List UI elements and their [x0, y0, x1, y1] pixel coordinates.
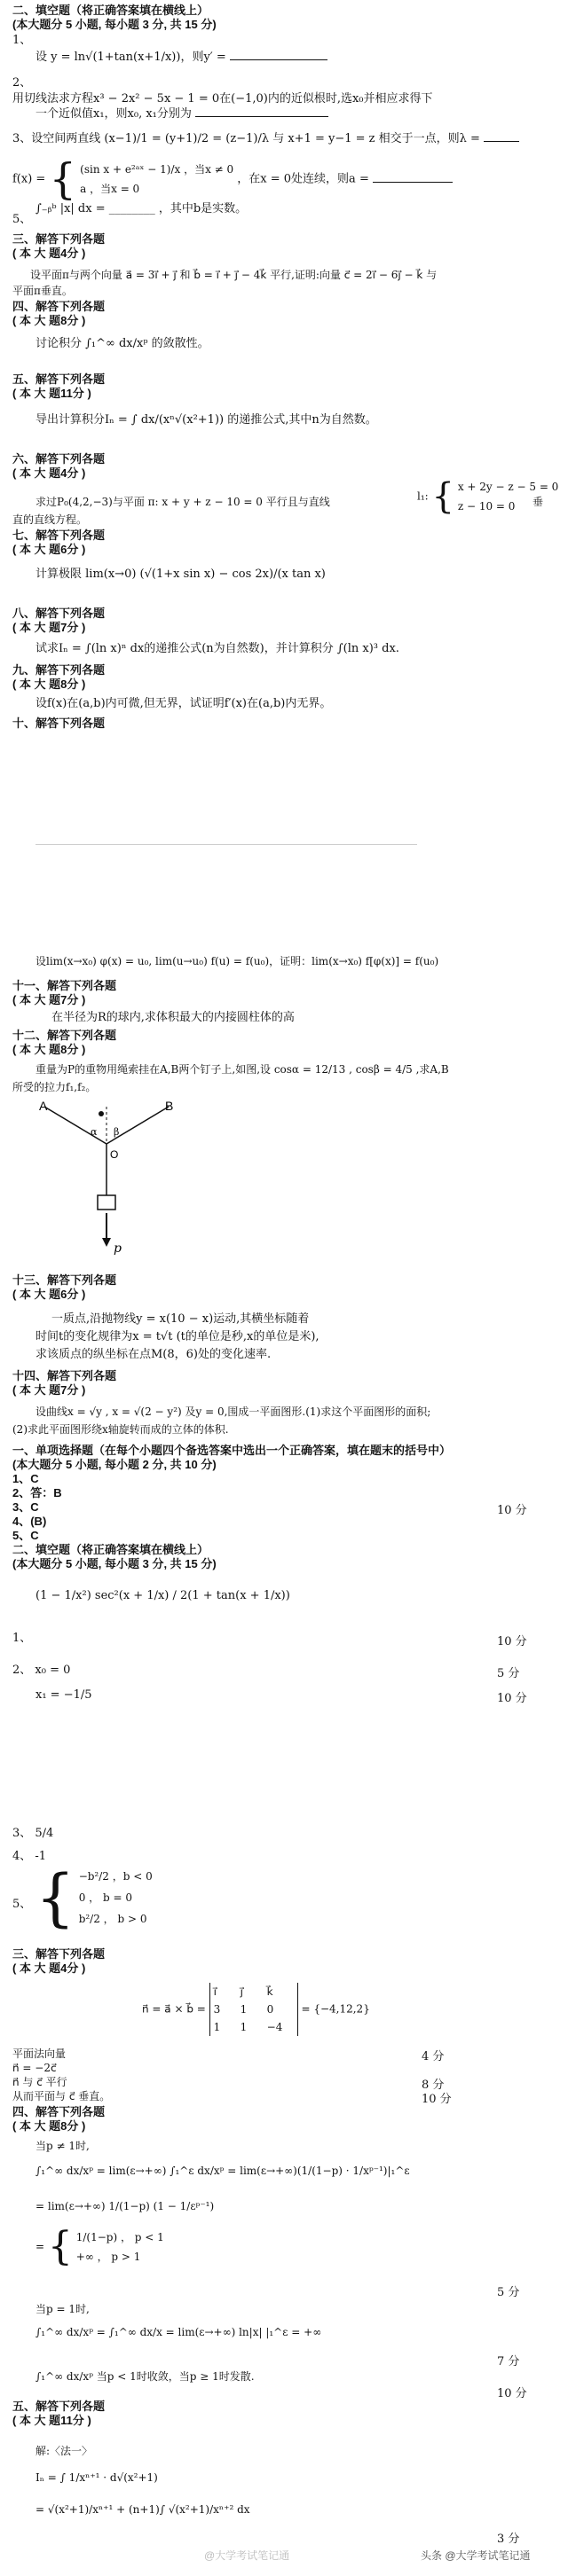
section-2-subheading: (本大题分 5 小题, 每小题 3 分, 共 15 分) [12, 18, 217, 31]
line-label: l₁: [417, 489, 429, 503]
q2-3-formula: 3、设空间两直线 (x−1)/1 = (y+1)/2 = (z−1)/λ 与 x+1 = y−1 = z 相交于一点，则λ = [12, 132, 480, 145]
section-12-heading: 十二、解答下列各题 [12, 1029, 117, 1042]
answer-5-l1: 解:〈法一〉 [36, 2445, 93, 2457]
q2-3-blank [484, 131, 519, 142]
answer-2-5-cases [79, 1866, 153, 1930]
rope-b [106, 1107, 169, 1144]
answer-1-score: 10 分 [497, 1504, 527, 1517]
mat-k: k⃗ [266, 1985, 273, 1998]
section-6-text: 求过P₀(4,2,−3)与平面 π: x + y + z − 10 = 0 平行且与直线 [36, 496, 330, 508]
answer-4-e2: = lim(ε→+∞) 1/(1−p) (1 − 1/εᵖ⁻¹) [36, 2200, 215, 2212]
answer-2-5-case-1: −b²/2 ，b < 0 [78, 1870, 153, 1883]
answer-3-l4: 从而平面与 c⃗ 垂直。 [12, 2090, 111, 2102]
answer-4-score-5: 5 分 [497, 2286, 520, 2299]
section-7-subheading: ( 本 大 题6分 ) [12, 543, 86, 556]
label-p: p [114, 1241, 122, 1256]
section-3-subheading: ( 本 大 题4分 ) [12, 247, 86, 260]
label-beta: β [114, 1126, 120, 1138]
answer-3-l2: n⃗ = −2c⃗ [12, 2062, 57, 2074]
answers-2-subheading: (本大题分 5 小题, 每小题 3 分, 共 15 分) [12, 1557, 217, 1570]
mat-b3: −4 [266, 2021, 283, 2033]
q2-4-fx: f(x) = [12, 172, 46, 186]
mat-a2: 1 [240, 2003, 248, 2016]
answers-1-heading: 一、单项选择题（在每个小题四个备选答案中选出一个正确答案，填在题末的括号中） [12, 1444, 452, 1457]
line-eq-2: z − 10 = 0 [457, 500, 516, 513]
q2-4-post: ，在x = 0处连续，则a = [237, 172, 369, 186]
answer-3-score-10: 10 分 [422, 2093, 452, 2106]
q2-1-formula: 设 y = ln√(1+tan(x+1/x))，则y′ = [36, 51, 226, 64]
q2-2-text-line2 [36, 106, 328, 121]
label-o: O [110, 1148, 119, 1161]
answer-2-1-expr: (1 − 1/x²) sec²(x + 1/x) / 2(1 + tan(x + 1/x)) [36, 1589, 290, 1602]
answer-2-2-score-10: 10 分 [497, 1692, 527, 1705]
q2-1-number: 1、 [12, 34, 32, 47]
answers-5-subheading: ( 本 大 题11分 ) [12, 2414, 91, 2427]
section-13-heading: 十三、解答下列各题 [12, 1273, 117, 1287]
q2-2-text-2: 一个近似值x₁，则x₀, x₁分别为 [36, 107, 192, 121]
section-2-heading: 二、填空题（将正确答案填在横线上） [12, 4, 209, 17]
answer-2-3: 3、 5/4 [12, 1827, 54, 1840]
answers-4-subheading: ( 本 大 题8分 ) [12, 2119, 86, 2133]
q2-5-text: ∫₋ᵦᵇ |x| dx = ________ ，其中b是实数。 [36, 202, 248, 215]
rope-a [44, 1107, 106, 1144]
label-b: B [165, 1099, 174, 1113]
answer-2-2-score-5: 5 分 [497, 1667, 520, 1680]
section-6-text-2: 直的直线方程。 [12, 513, 88, 526]
mat-a1: 3 [213, 2003, 221, 2016]
section-3-text-2: 平面π垂直。 [12, 285, 73, 297]
answer-3-score-8: 8 分 [422, 2079, 445, 2092]
answers-3-subheading: ( 本 大 题4分 ) [12, 1961, 86, 1975]
answer-2-5-case-2: 0 ， b = 0 [78, 1891, 132, 1904]
answers-5-heading: 五、解答下列各题 [12, 2400, 106, 2413]
section-11-text: 在半径为R的球内,求体积最大的内接圆柱体的高 [51, 1011, 295, 1024]
answer-4-case-list [76, 2228, 164, 2267]
answer-2-5-number: 5、 [12, 1898, 32, 1911]
answer-5-l3: = √(x²+1)/xⁿ⁺¹ + (n+1)∫ √(x²+1)/xⁿ⁺² dx [36, 2503, 250, 2516]
source-brand: 头条 @大学考试笔记通 [421, 2549, 531, 2562]
answer-3-cross [142, 1983, 370, 2036]
q2-5-number: 5、 [12, 213, 32, 226]
answer-2-1-number: 1、 [12, 1632, 32, 1645]
arrow-head [102, 1238, 111, 1247]
q2-1-text [36, 50, 327, 65]
answer-1-3: 3、C [12, 1500, 39, 1514]
section-13-text-2: 时间t的变化规律为x = t√t (t的单位是秒,x的单位是米), [36, 1330, 320, 1343]
answer-4-p1: 当p ≠ 1时, [36, 2140, 90, 2152]
mat-b1: 1 [213, 2021, 221, 2033]
section-13-text-3: 求该质点的纵坐标在点M(8，6)处的变化速率. [36, 1348, 272, 1361]
section-9-subheading: ( 本 大 题8分 ) [12, 677, 86, 691]
section-5-heading: 五、解答下列各题 [12, 372, 106, 386]
section-10-text: 设lim(x→x₀) φ(x) = u₀, lim(u→u₀) f(u) = f(u₀)，证明：lim(x→x₀) f[φ(x)] = f(u₀) [36, 955, 439, 967]
nail-dot [99, 1111, 104, 1116]
answer-1-5: 5、C [12, 1529, 39, 1542]
section-6-perp: 垂 [532, 496, 544, 508]
q2-2-blank [195, 106, 328, 117]
watermark: @大学考试笔记通 [204, 2549, 290, 2562]
section-11-subheading: ( 本 大 题7分 ) [12, 993, 86, 1006]
section-4-heading: 四、解答下列各题 [12, 300, 106, 313]
page-separator [36, 844, 417, 845]
section-12-text: 重量为P的重物用绳索挂在A,B两个钉子上,如图,设 cosα = 12/13 , cosβ = 4/5 ,求A,B [36, 1063, 449, 1076]
q2-4-case-1: (sin x + e²ᵃˣ − 1)/x ，当x ≠ 0 [80, 163, 234, 176]
section-9-text: 设f(x)在(a,b)内可微,但无界，试证明f′(x)在(a,b)内无界。 [36, 697, 332, 710]
answers-2-heading: 二、填空题（将正确答案填在横线上） [12, 1543, 209, 1556]
answer-4-case-1: 1/(1−p) ， p < 1 [75, 2231, 164, 2243]
line-brace: { [431, 476, 454, 517]
section-14-text: 设曲线x = √y , x = √(2 − y²) 及y = 0,围成一平面图形.(1)求这个平面图形的面积; [36, 1405, 431, 1418]
mat-a3: 0 [266, 2003, 274, 2016]
section-10-heading: 十、解答下列各题 [12, 716, 106, 730]
answer-4-case-2: +∞ ， p > 1 [75, 2251, 141, 2263]
answer-3-l1: 平面法向量 [12, 2047, 67, 2060]
answer-4-e4: ∫₁^∞ dx/xᵖ 当p < 1时收敛，当p ≥ 1时发散. [36, 2370, 255, 2383]
q2-2-number: 2、 [12, 76, 32, 90]
cross-product-result: = {−4,12,2} [301, 2002, 370, 2016]
line-equations [458, 477, 559, 516]
answer-3-l3: n⃗ 与 c⃗ 平行 [12, 2076, 67, 2088]
section-5-text: 导出计算积分Iₙ = ∫ dx/(xⁿ√(x²+1)) 的递推公式,其中n为自然数。 [36, 413, 377, 427]
q2-1-blank [230, 50, 327, 60]
q2-4-blank [373, 172, 453, 183]
section-5-subheading: ( 本 大 题11分 ) [12, 387, 91, 400]
section-7-text: 计算极限 lim(x→0) (√(1+x sin x) − cos 2x)/(x tan x) [36, 568, 326, 581]
answer-2-2-b: x₁ = −1/5 [36, 1688, 92, 1702]
section-8-subheading: ( 本 大 题7分 ) [12, 621, 86, 634]
weight-box [98, 1195, 115, 1210]
mat-j: j⃗ [240, 1985, 243, 1998]
mat-i: i⃗ [213, 1985, 217, 1998]
section-12-text-2: 所受的拉力f₁,f₂。 [12, 1081, 97, 1093]
section-4-text: 讨论积分 ∫₁^∞ dx/xᵖ 的敛散性。 [36, 337, 209, 350]
answer-2-5 [36, 1861, 153, 1934]
section-14-heading: 十四、解答下列各题 [12, 1369, 117, 1382]
cross-product-label: n⃗ = a⃗ × b⃗ = [142, 2002, 206, 2016]
section-12-subheading: ( 本 大 题8分 ) [12, 1043, 86, 1056]
q2-2-text: 用切线法求方程x³ − 2x² − 5x − 1 = 0在(−1,0)内的近似根时,选x₀并相应求得下 [12, 92, 433, 106]
section-9-heading: 九、解答下列各题 [12, 663, 106, 677]
answer-4-brace: { [47, 2224, 73, 2269]
answer-2-1-score: 10 分 [497, 1635, 527, 1648]
answer-4-cases: = { 1/(1−p) ， p < 1 +∞ ， p > 1 [36, 2224, 164, 2269]
answer-5-l2: Iₙ = ∫ 1/xⁿ⁺¹ · d√(x²+1) [36, 2471, 158, 2484]
answer-4-p2: 当p = 1时, [36, 2303, 90, 2315]
answer-1-2: 2、答：B [12, 1486, 62, 1499]
q2-4-brace: { [49, 154, 76, 204]
section-14-text-2: (2)求此平面图形绕x轴旋转而成的立体的体积. [12, 1423, 229, 1436]
answer-2-4: 4、 -1 [12, 1850, 47, 1863]
q2-4-case-2: a ，当x = 0 [80, 183, 140, 195]
answer-2-5-brace: { [36, 1861, 75, 1934]
section-6-heading: 六、解答下列各题 [12, 452, 106, 466]
section-7-heading: 七、解答下列各题 [12, 529, 106, 542]
answer-3-score-4: 4 分 [422, 2050, 445, 2063]
label-a: A [39, 1099, 48, 1113]
answer-5-score-3: 3 分 [497, 2533, 520, 2546]
determinant [209, 1983, 298, 2036]
rope-diagram [36, 1089, 178, 1266]
answers-1-subheading: (本大题分 5 小题, 每小题 2 分, 共 10 分) [12, 1458, 217, 1471]
answer-4-e3: ∫₁^∞ dx/xᵖ = ∫₁^∞ dx/x = lim(ε→+∞) ln|x| |₁^ε = +∞ [36, 2326, 322, 2338]
section-8-text: 试求Iₙ = ∫(ln x)ⁿ dx的递推公式(n为自然数)，并计算积分 ∫(ln x)³ dx. [36, 642, 399, 655]
answer-2-2: 2、 x₀ = 0 [12, 1664, 71, 1677]
answer-4-score-7: 7 分 [497, 2355, 520, 2369]
answers-4-heading: 四、解答下列各题 [12, 2105, 106, 2118]
mat-b2: 1 [240, 2021, 248, 2033]
answer-1-4: 4、(B) [12, 1515, 47, 1528]
section-14-subheading: ( 本 大 题7分 ) [12, 1383, 86, 1397]
section-3-heading: 三、解答下列各题 [12, 232, 106, 246]
section-11-heading: 十一、解答下列各题 [12, 979, 117, 992]
answer-4-score-10: 10 分 [497, 2387, 527, 2400]
answer-4-e1: ∫₁^∞ dx/xᵖ = lim(ε→+∞) ∫₁^ε dx/xᵖ = lim(ε→+∞)(1/(1−p) · 1/xᵖ⁻¹)|₁^ε [36, 2165, 410, 2177]
q2-3-text [12, 131, 519, 146]
section-6-subheading: ( 本 大 题4分 ) [12, 466, 86, 480]
section-13-text: 一质点,沿抛物线y = x(10 − x)运动,其横坐标随着 [51, 1312, 310, 1326]
section-8-heading: 八、解答下列各题 [12, 607, 106, 620]
label-alpha: α [91, 1126, 98, 1138]
section-4-subheading: ( 本 大 题8分 ) [12, 314, 86, 327]
section-13-subheading: ( 本 大 题6分 ) [12, 1288, 86, 1301]
section-3-text: 设平面π与两个向量 a⃗ = 3i⃗ + j⃗ 和 b⃗ = i⃗ + j⃗ − 4k⃗ 平行,证明:向量 c⃗ = 2i⃗ − 6j⃗ − k⃗ 与 [30, 269, 438, 281]
q2-4-text [12, 154, 453, 204]
q2-4-cases [80, 160, 233, 199]
answers-3-heading: 三、解答下列各题 [12, 1947, 106, 1961]
line-eq-1: x + 2y − z − 5 = 0 [457, 481, 559, 493]
answer-2-5-case-3: b²/2 ， b > 0 [78, 1913, 147, 1925]
answer-1-1: 1、C [12, 1472, 39, 1485]
